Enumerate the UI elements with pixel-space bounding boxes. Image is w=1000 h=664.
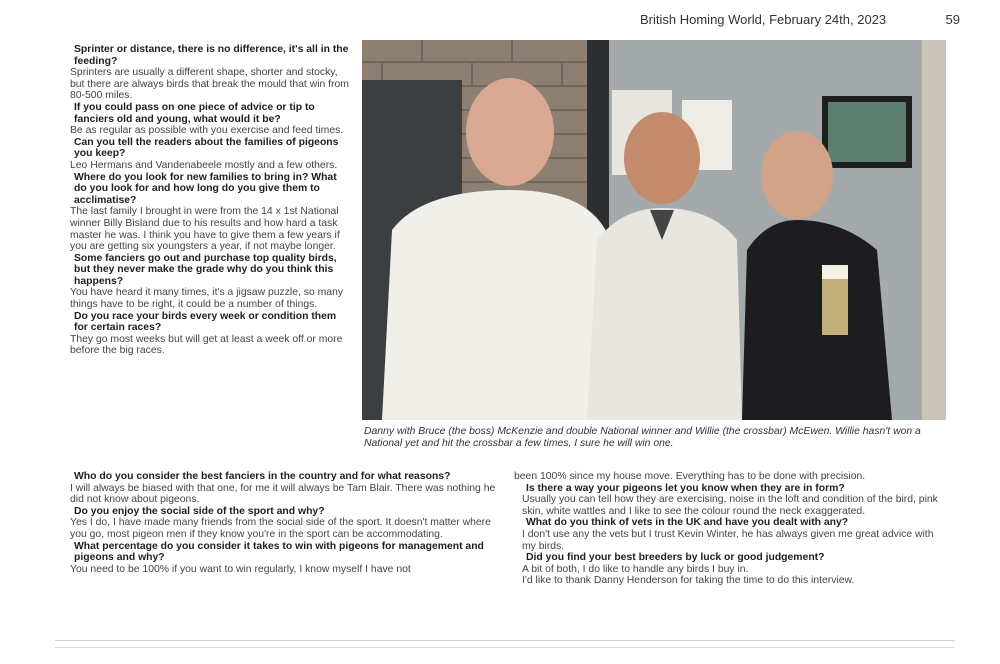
answer: Be as regular as possible with you exercise and feed times.: [70, 125, 344, 137]
left-column: [62, 44, 352, 357]
question: What do you think of vets in the UK and have you dealt with any?: [526, 517, 849, 529]
question: Do you race your birds every week or condition them for certain races?: [74, 310, 337, 334]
answer: Yes I do, I have made many friends from the social side of the sport. It doesn't matter where you go, most pigeon men if they know you're in the sport can be accommodating.: [70, 517, 491, 540]
masthead: British Homing World, February 24th, 2023: [640, 12, 887, 27]
photo-illustration: [362, 40, 946, 420]
footer-rule: [55, 640, 955, 641]
question: Can you tell the readers about the families of pigeons you keep?: [74, 136, 339, 160]
answer: I don't use any the vets but I trust Kevin Winter, he has always given me great advice with my birds.: [522, 528, 934, 552]
answer: They go most weeks but will get at least a week off or more before the big races.: [70, 333, 343, 357]
question: What percentage do you consider it takes to win with pigeons for management and pigeons and why?: [74, 540, 484, 564]
question: Where do you look for new families to bring in? What do you look for and how long do you give them to acclimatise?: [74, 171, 337, 206]
footer-rule: [55, 647, 955, 648]
question: Some fanciers go out and purchase top quality birds, but they never make the grade why do you think this happens?: [74, 252, 337, 287]
answer: The last family I brought in were from the 14 x 1st National winner Billy Bisland due to his results and how hard a task master he was. I think you have to give them a few years if you are getting six youngsters a year, if not maybe longer.: [70, 206, 340, 253]
question: Sprinter or distance, there is no difference, it's all in the feeding?: [74, 44, 349, 67]
closing-line: I'd like to thank Danny Henderson for taking the time to do this interview.: [522, 575, 855, 587]
answer: Usually you can tell how they are exercising, noise in the loft and condition of the bird, pink skin, white wattles and I like to see the colour round the neck exaggerated.: [522, 494, 938, 517]
answer: Leo Hermans and Vandenabeele mostly and a few others.: [70, 159, 338, 171]
answer: You have heard it many times, it's a jigsaw puzzle, so many things have to be right, it could be a number of things.: [70, 287, 344, 311]
question: If you could pass on one piece of advice or tip to fanciers old and young, what would it be?: [74, 101, 315, 125]
bottom-right-column: [514, 471, 950, 587]
answer: A bit of both, I do like to handle any birds I buy in.: [522, 563, 749, 575]
question: Who do you consider the best fanciers in the country and for what reasons?: [74, 471, 451, 482]
answer: I will always be biased with that one, for me it will always be Tam Blair. There was nothing he did not know about pigeons.: [70, 482, 496, 506]
answer-continuation: been 100% since my house move. Everything has to be done with precision.: [514, 471, 866, 482]
page-number: 59: [945, 12, 960, 27]
bottom-left-column: [62, 471, 502, 575]
article-photo: [362, 40, 946, 420]
question: Did you find your best breeders by luck or good judgement?: [526, 552, 825, 564]
question: Is there a way your pigeons let you know when they are in form?: [526, 482, 845, 494]
photo-caption: Danny with Bruce (the boss) McKenzie and double National winner and Willie (the crossbar) McEwen. Willie hasn't won a National yet and hit the crossbar a few times, I sure he will win one.: [364, 426, 921, 449]
answer: Sprinters are usually a different shape, shorter and stocky, but there are always birds that break the mould that win from 80-500 miles.: [70, 67, 349, 102]
answer: You need to be 100% if you want to win regularly, I know myself I have not: [70, 563, 411, 575]
question: Do you enjoy the social side of the sport and why?: [74, 505, 325, 517]
page-header: [640, 12, 960, 30]
